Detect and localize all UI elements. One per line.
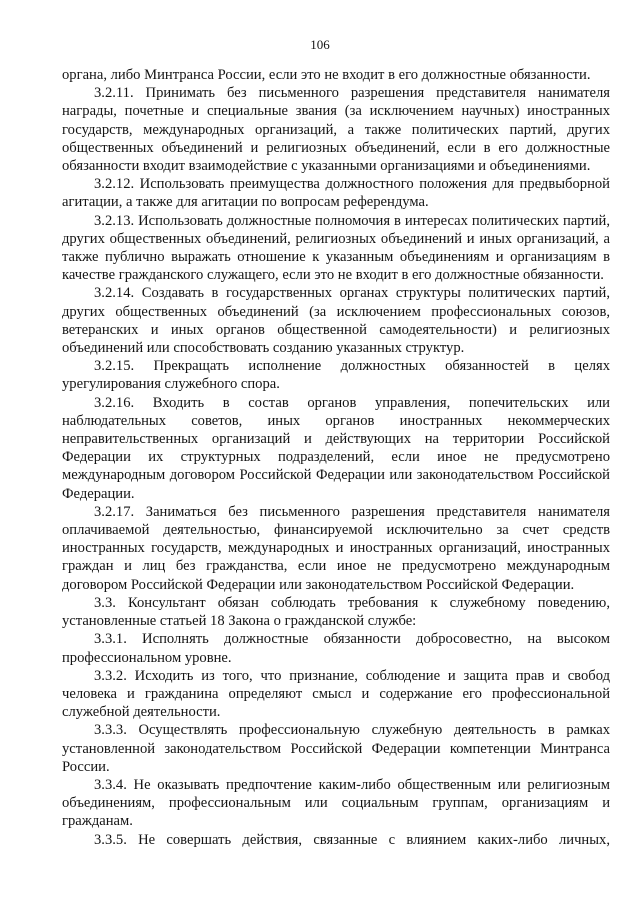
paragraph-3-3-5: 3.3.5. Не совершать действия, связанные с влиянием каких-либо личных, bbox=[94, 831, 610, 848]
document-body bbox=[62, 66, 610, 849]
paragraph-3-3: 3.3. Консультант обязан соблюдать требования к служебному поведению, установленные статьей 18 Закона о гражданской службе: bbox=[62, 594, 610, 630]
paragraph-3-2-12: 3.2.12. Использовать преимущества должностного положения для предвыборной агитации, а также для агитации по вопросам референдума. bbox=[62, 176, 610, 211]
paragraph-3-3-3: 3.3.3. Осуществлять профессиональную служебную деятельность в рамках установленной законодательством Российской Федерации компетенции Минтранса России. bbox=[62, 722, 610, 775]
paragraph-3-2-15: 3.2.15. Прекращать исполнение должностных обязанностей в целях урегулирования служебного спора. bbox=[62, 358, 610, 393]
paragraph-3-3-1: 3.3.1. Исполнять должностные обязанности добросовестно, на высоком профессиональном уровне. bbox=[62, 631, 610, 666]
paragraph-3-2-11: 3.2.11. Принимать без письменного разрешения представителя нанимателя награды, почетные и специальные звания (за исключением научных) иностранных государств, международных организаций, а также политических партий, других общественных объединений и религиозных объединений, если в его должностные обязанности входит взаимодействие с указанными организациями и объединениями. bbox=[62, 85, 610, 175]
paragraph-3-2-16: 3.2.16. Входить в состав органов управления, попечительских или наблюдательных советов, иных органов иностранных некоммерческих неправительственных организаций и действующих на территории Российской Федерации их структурных подразделений, если иное не предусмотрено международным договором Российской Федерации или законодательством Российской Федерации. bbox=[62, 394, 610, 502]
paragraph-continuation: органа, либо Минтранса России, если это не входит в его должностные обязанности. bbox=[62, 67, 591, 83]
paragraph-3-2-14: 3.2.14. Создавать в государственных органах структуры политических партий, других общественных объединений (за исключением профессиональных союзов, ветеранских и иных органов общественной самодеятельности) и религиозных объединений или способствовать созданию указанных структур. bbox=[62, 285, 610, 357]
paragraph-3-2-13: 3.2.13. Использовать должностные полномочия в интересах политических партий, других общественных объединений, религиозных объединений и иных организаций, а также публично выражать отношение к указанным объединениям и организациям в качестве гражданского служащего, если это не входит в его должностные обязанности. bbox=[62, 212, 610, 284]
paragraph-3-3-2: 3.3.2. Исходить из того, что признание, соблюдение и защита прав и свобод человека и гражданина определяют смысл и содержание его профессиональной служебной деятельности. bbox=[62, 667, 610, 721]
page-number: 106 bbox=[310, 37, 330, 52]
paragraph-3-2-17: 3.2.17. Заниматься без письменного разрешения представителя нанимателя оплачиваемой деятельностью, финансируемой исключительно за счет средств иностранных государств, международных и иностранных организаций, иностранных граждан и лиц без гражданства, если иное не предусмотрено международным договором Российской Федерации или законодательством Российской Федерации. bbox=[62, 503, 610, 593]
paragraph-3-3-4: 3.3.4. Не оказывать предпочтение каким-либо общественным или религиозным объединениям, профессиональным или социальным группам, организациям и гражданам. bbox=[62, 776, 610, 830]
